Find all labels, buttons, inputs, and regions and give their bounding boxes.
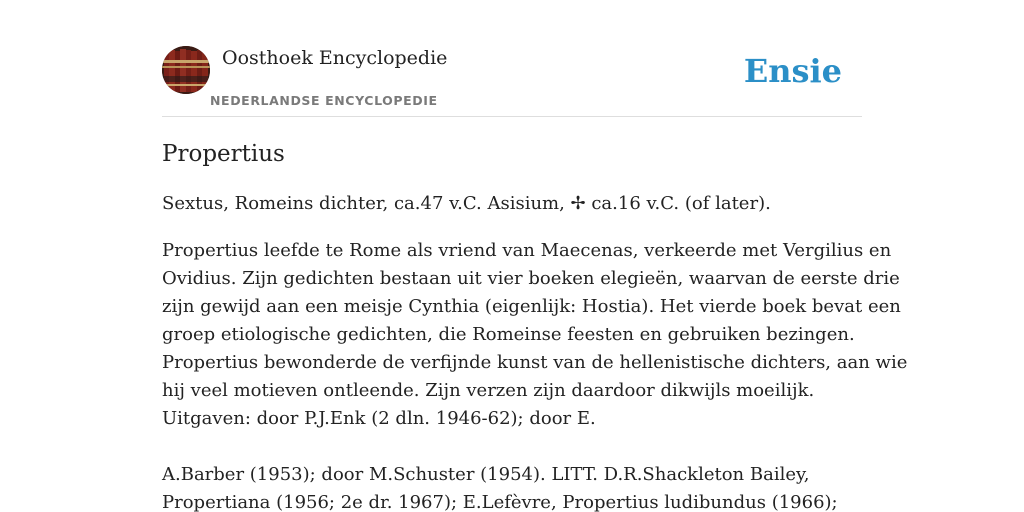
body-line: Ovidius. Zijn gedichten bestaan uit vier boeken elegieën, waarvan de eerste drie [162, 268, 900, 289]
encyclopedia-books-icon[interactable] [162, 46, 210, 94]
paragraph-gap [162, 433, 862, 461]
body-line: Propertiana (1956; 2e dr. 1967); E.Lefèvre, Propertius ludibundus (1966); [162, 492, 838, 512]
site-title[interactable]: Oosthoek Encyclopedie [222, 47, 448, 69]
body-line: Propertius leefde te Rome als vriend van Maecenas, verkeerde met Vergilius en [162, 240, 892, 261]
body-line: Propertius bewonderde de verfijnde kunst van de hellenistische dichters, aan wie [162, 352, 908, 373]
body-line: zijn gewijd aan een meisje Cynthia (eigenlijk: Hostia). Het vierde boek bevat een [162, 296, 901, 317]
brand-logo-link[interactable]: Ensie [743, 52, 842, 90]
article-body [162, 237, 908, 512]
article-title: Propertius [162, 141, 285, 167]
article-lead: Sextus, Romeins dichter, ca.47 v.C. Asisium, ✢ ca.16 v.C. (of later). [162, 193, 771, 214]
body-line: Uitgaven: door P.J.Enk (2 dln. 1946-62); door E. [162, 408, 596, 429]
site-header [162, 46, 862, 117]
article [162, 138, 908, 512]
body-line: groep etiologische gedichten, die Romeinse feesten en gebruiken bezingen. [162, 324, 855, 345]
body-line: A.Barber (1953); door M.Schuster (1954). LITT. D.R.Shackleton Bailey, [162, 464, 810, 485]
body-line: hij veel motieven ontleende. Zijn verzen zijn daardoor dikwijls moeilijk. [162, 380, 815, 401]
site-subtitle: NEDERLANDSE ENCYCLOPEDIE [210, 93, 438, 108]
